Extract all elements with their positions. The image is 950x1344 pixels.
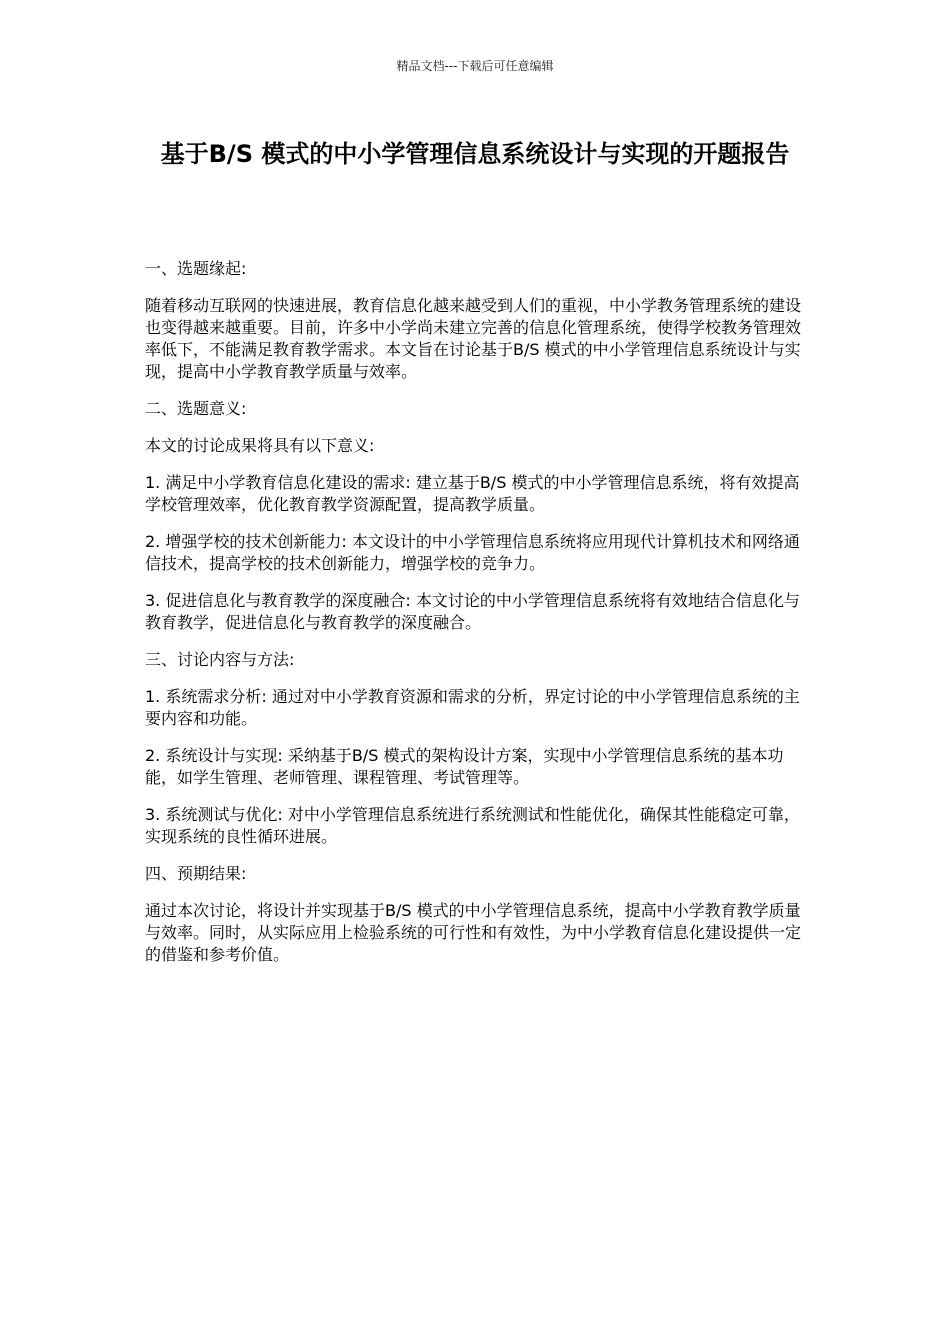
page-header: 精品文档---下载后可任意编辑: [396, 59, 554, 73]
list-item-significance-3: 3. 促进信息化与教育教学的深度融合: 本文讨论的中小学管理信息系统将有效地结合信息化与教育教学，促进信息化与教育教学的深度融合。: [145, 591, 800, 632]
section-heading-origin: 一、选题缘起:: [145, 259, 247, 278]
list-item-method-2: 2. 系统设计与实现: 采纳基于B/S 模式的架构设计方案，实现中小学管理信息系统的基本功能，如学生管理、老师管理、课程管理、考试管理等。: [145, 746, 784, 787]
document-body: [145, 258, 805, 981]
section-heading-significance: 二、选题意义:: [145, 399, 247, 418]
paragraph-significance-intro: 本文的讨论成果将具有以下意义:: [145, 436, 375, 455]
section-heading-expected-results: 四、预期结果:: [145, 864, 247, 883]
paragraph-origin: 随着移动互联网的快速进展，教育信息化越来越受到人们的重视，中小学教务管理系统的建设也变得越来越重要。目前，许多中小学尚未建立完善的信息化管理系统，使得学校教务管理效率低下，不能满足教育教学需求。本文旨在讨论基于B/S 模式的中小学管理信息系统设计与实现，提高中小学教育教学质量与效率。: [145, 296, 802, 381]
list-item-method-1: 1. 系统需求分析: 通过对中小学教育资源和需求的分析，界定讨论的中小学管理信息系统的主要内容和功能。: [145, 687, 800, 728]
paragraph-expected-results: 通过本次讨论，将设计并实现基于B/S 模式的中小学管理信息系统，提高中小学教育教学质量与效率。同时，从实际应用上检验系统的可行性和有效性，为中小学教育信息化建设提供一定的借鉴和参考价值。: [145, 901, 802, 964]
list-item-significance-1: 1. 满足中小学教育信息化建设的需求: 建立基于B/S 模式的中小学管理信息系统，将有效提高学校管理效率，优化教育教学资源配置，提高教学质量。: [145, 473, 800, 514]
list-item-significance-2: 2. 增强学校的技术创新能力: 本文设计的中小学管理信息系统将应用现代计算机技术和网络通信技术，提高学校的技术创新能力，增强学校的竞争力。: [145, 532, 800, 573]
section-heading-content-methods: 三、讨论内容与方法:: [145, 650, 295, 669]
list-item-method-3: 3. 系统测试与优化: 对中小学管理信息系统进行系统测试和性能优化，确保其性能稳定可靠，实现系统的良性循环进展。: [145, 805, 800, 846]
document-title: 基于B/S 模式的中小学管理信息系统设计与实现的开题报告: [160, 140, 790, 168]
